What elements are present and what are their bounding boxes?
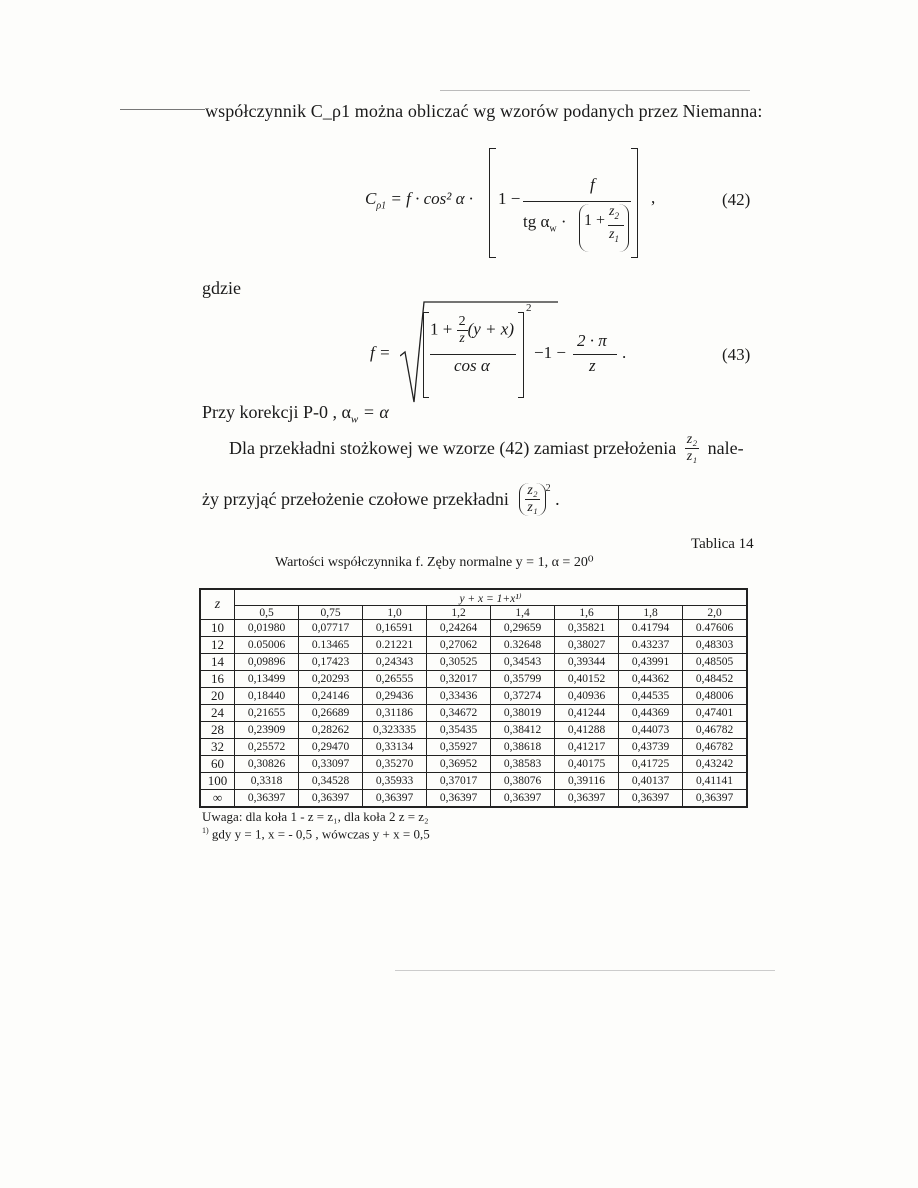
row-z-value: 60 — [200, 756, 235, 773]
table-cell: 0.32648 — [491, 637, 555, 654]
table-cell: 0,31186 — [363, 705, 427, 722]
table-cell: 0,48452 — [683, 671, 748, 688]
table-cell: 0.47606 — [683, 620, 748, 637]
eq42-right-bracket — [631, 148, 638, 258]
table-cell: 0,18440 — [235, 688, 299, 705]
table-cell: 0,48006 — [683, 688, 748, 705]
eq43-pi-den: z — [589, 356, 596, 375]
group-header: y + x = 1+x¹⁾ — [235, 589, 748, 606]
table-cell: 0,38019 — [491, 705, 555, 722]
table-cell: 0,40137 — [619, 773, 683, 790]
table-cell: 0,35270 — [363, 756, 427, 773]
table-cell: 0,13499 — [235, 671, 299, 688]
table-row — [200, 620, 747, 637]
table-cell: 0,36397 — [427, 790, 491, 808]
eq43-denominator: cos α — [454, 356, 490, 375]
table-cell: 0,40152 — [555, 671, 619, 688]
table-cell: 0,24264 — [427, 620, 491, 637]
values-table — [199, 588, 748, 808]
table-cell: 0,44369 — [619, 705, 683, 722]
table-cell: 0,39116 — [555, 773, 619, 790]
table-cell: 0,40175 — [555, 756, 619, 773]
table-cell: 0,21655 — [235, 705, 299, 722]
table-cell: 0,07717 — [299, 620, 363, 637]
column-header: 1,8 — [619, 606, 683, 620]
table-cell: 0,24146 — [299, 688, 363, 705]
eq43-pi-line — [573, 354, 617, 355]
eq42-rhs-start: = f · cos² α · — [390, 189, 474, 208]
eq43-power: 2 — [526, 302, 532, 314]
table-cell: 0,39344 — [555, 654, 619, 671]
eq42-z1: $z_1$ — [609, 227, 619, 244]
column-header: 1,4 — [491, 606, 555, 620]
eq42-one-minus: 1 − — [498, 189, 521, 208]
table-cell: 0.13465 — [299, 637, 363, 654]
table-cell: 0,20293 — [299, 671, 363, 688]
table-cell: 0,35927 — [427, 739, 491, 756]
table-cell: 0,25572 — [235, 739, 299, 756]
column-header: 1,0 — [363, 606, 427, 620]
table-cell: 0,35821 — [555, 620, 619, 637]
table-row — [200, 739, 747, 756]
eq43-pi-num: 2 · π — [577, 331, 607, 350]
equation-43 — [370, 296, 630, 404]
table-cell: 0,40936 — [555, 688, 619, 705]
table-cell: 0,36397 — [235, 790, 299, 808]
table-cell: 0,44073 — [619, 722, 683, 739]
table-body — [200, 620, 747, 808]
table-cell: 0,16591 — [363, 620, 427, 637]
table-cell: 0,43739 — [619, 739, 683, 756]
table-cell: 0,30525 — [427, 654, 491, 671]
eq42-one-plus: 1 + — [584, 212, 606, 229]
table-cell: 0,44535 — [619, 688, 683, 705]
row-z-value: 20 — [200, 688, 235, 705]
table-cell: 0,38027 — [555, 637, 619, 654]
table-cell: 0,48303 — [683, 637, 748, 654]
table-cell: 0,38618 — [491, 739, 555, 756]
eq42-lhs: C — [365, 189, 377, 208]
column-header: 0,75 — [299, 606, 363, 620]
table-caption: Wartości współczynnika f. Zęby normalne y = 1, α = 20⁰ — [275, 555, 594, 570]
eq43-lhs: f = — [370, 343, 391, 362]
row-z-value: 24 — [200, 705, 235, 722]
table-cell: 0,36397 — [491, 790, 555, 808]
table-cell: 0,37274 — [491, 688, 555, 705]
gdzie-label: gdzie — [202, 278, 241, 298]
table-cell: 0,33097 — [299, 756, 363, 773]
row-z-value: 10 — [200, 620, 235, 637]
note-1: Uwaga: dla koła 1 - z = z₁, dla koła 2 z = z₂ — [202, 809, 429, 824]
table-cell: 0,38583 — [491, 756, 555, 773]
table-cell: 0,34528 — [299, 773, 363, 790]
table-label: Tablica 14 — [691, 536, 754, 552]
eq43-left-bracket — [423, 312, 429, 398]
eq42-inner-frac-line — [608, 225, 624, 226]
table-row — [200, 790, 747, 808]
table-cell: 0,33134 — [363, 739, 427, 756]
column-header-row — [200, 606, 747, 620]
row-z-value: 12 — [200, 637, 235, 654]
table-cell: 0,27062 — [427, 637, 491, 654]
table-cell: 0.43237 — [619, 637, 683, 654]
table-cell: 0,36397 — [555, 790, 619, 808]
table-cell: 0.21221 — [363, 637, 427, 654]
row-z-value: 14 — [200, 654, 235, 671]
table-cell: 0,24343 — [363, 654, 427, 671]
table-row — [200, 756, 747, 773]
table-cell: 0,41217 — [555, 739, 619, 756]
table-cell: 0,35933 — [363, 773, 427, 790]
table-cell: 0,23909 — [235, 722, 299, 739]
correction-line: Przy korekcji P-0 , $\alpha_w = \alpha$ — [202, 402, 389, 426]
table-cell: 0,33436 — [427, 688, 491, 705]
table-cell: 0,323335 — [363, 722, 427, 739]
eq42-number: (42) — [722, 190, 751, 209]
table-cell: 0,35799 — [491, 671, 555, 688]
table-row — [200, 773, 747, 790]
table-cell: 0.05006 — [235, 637, 299, 654]
table-cell: 0,47401 — [683, 705, 748, 722]
table-cell: 0,43991 — [619, 654, 683, 671]
table-cell: 0,38076 — [491, 773, 555, 790]
scan-line-left — [120, 109, 205, 110]
eq43-numerator: 1 + $\frac{2}{z}$ (y + x) — [430, 314, 514, 346]
paragraph-1: Dla przekładni stożkowej we wzorze (42) zamiast przełożenia $\frac{\text{z₂}}{\text{z₁}}$ nale- — [229, 432, 744, 464]
eq43-number: (43) — [722, 345, 751, 364]
eq42-comma: , — [651, 188, 656, 207]
table-cell: 0,44362 — [619, 671, 683, 688]
row-z-value: 32 — [200, 739, 235, 756]
table-cell: 0,37017 — [427, 773, 491, 790]
table-cell: 0,34672 — [427, 705, 491, 722]
table-cell: 0,3318 — [235, 773, 299, 790]
table-cell: 0,36397 — [683, 790, 748, 808]
scan-line-bottom — [395, 970, 775, 971]
table-row — [200, 671, 747, 688]
eq42-left-bracket — [489, 148, 496, 258]
table-cell: 0,17423 — [299, 654, 363, 671]
row-header-z: z — [200, 589, 235, 620]
scan-line-top — [440, 90, 750, 91]
table-cell: 0.41794 — [619, 620, 683, 637]
column-header: 0,5 — [235, 606, 299, 620]
table-cell: 0,29470 — [299, 739, 363, 756]
table-cell: 0,26555 — [363, 671, 427, 688]
table-cell: 0,41141 — [683, 773, 748, 790]
table-cell: 0,41288 — [555, 722, 619, 739]
table-cell: 0,29436 — [363, 688, 427, 705]
table-cell: 0,36952 — [427, 756, 491, 773]
table-cell: 0,36397 — [299, 790, 363, 808]
eq43-dot: . — [622, 343, 627, 362]
note-2: $^{1)}$ gdy y = 1, x = - 0,5 , wówczas y + x = 0,5 — [202, 826, 430, 842]
row-z-value: 16 — [200, 671, 235, 688]
table-cell: 0,41725 — [619, 756, 683, 773]
table-cell: 0,28262 — [299, 722, 363, 739]
paragraph-2: ży przyjąć przełożenie czołowe przekładni $\frac{\text{z₂}}{\text{z₁}}$ $^2$ . — [202, 483, 560, 515]
row-z-value: 28 — [200, 722, 235, 739]
table-cell: 0,48505 — [683, 654, 748, 671]
row-z-value: ∞ — [200, 790, 235, 808]
table-cell: 0,34543 — [491, 654, 555, 671]
eq43-right-bracket — [518, 312, 524, 398]
eq42-z2: $z_2$ — [609, 204, 619, 221]
column-header: 2,0 — [683, 606, 748, 620]
equation-42 — [365, 148, 645, 258]
table-row — [200, 688, 747, 705]
table-cell: 0,43242 — [683, 756, 748, 773]
eq42-numerator-f: f — [590, 175, 595, 194]
eq43-minus-one: −1 − — [534, 343, 566, 362]
column-header: 1,6 — [555, 606, 619, 620]
table-cell: 0,36397 — [363, 790, 427, 808]
table-cell: 0,09896 — [235, 654, 299, 671]
intro-text: współczynnik C_ρ1 można obliczać wg wzorów podanych przez Niemanna: — [205, 101, 763, 121]
table-cell: 0,41244 — [555, 705, 619, 722]
table-row — [200, 722, 747, 739]
table-row — [200, 705, 747, 722]
eq42-denominator: tg $\alpha_w$ · — [523, 212, 567, 235]
eq42-lhs-sub: ρ1 — [376, 200, 387, 212]
table-cell: 0,35435 — [427, 722, 491, 739]
table-cell: 0,29659 — [491, 620, 555, 637]
table-cell: 0,01980 — [235, 620, 299, 637]
table-cell: 0,38412 — [491, 722, 555, 739]
table-cell: 0,46782 — [683, 722, 748, 739]
row-z-value: 100 — [200, 773, 235, 790]
column-header: 1,2 — [427, 606, 491, 620]
eq42-fraction-line — [523, 201, 631, 202]
table-cell: 0,26689 — [299, 705, 363, 722]
table-cell: 0,30826 — [235, 756, 299, 773]
table-row — [200, 637, 747, 654]
table-cell: 0,36397 — [619, 790, 683, 808]
table-cell: 0,32017 — [427, 671, 491, 688]
table-row — [200, 654, 747, 671]
eq43-fraction-line — [430, 354, 516, 355]
table-cell: 0,46782 — [683, 739, 748, 756]
